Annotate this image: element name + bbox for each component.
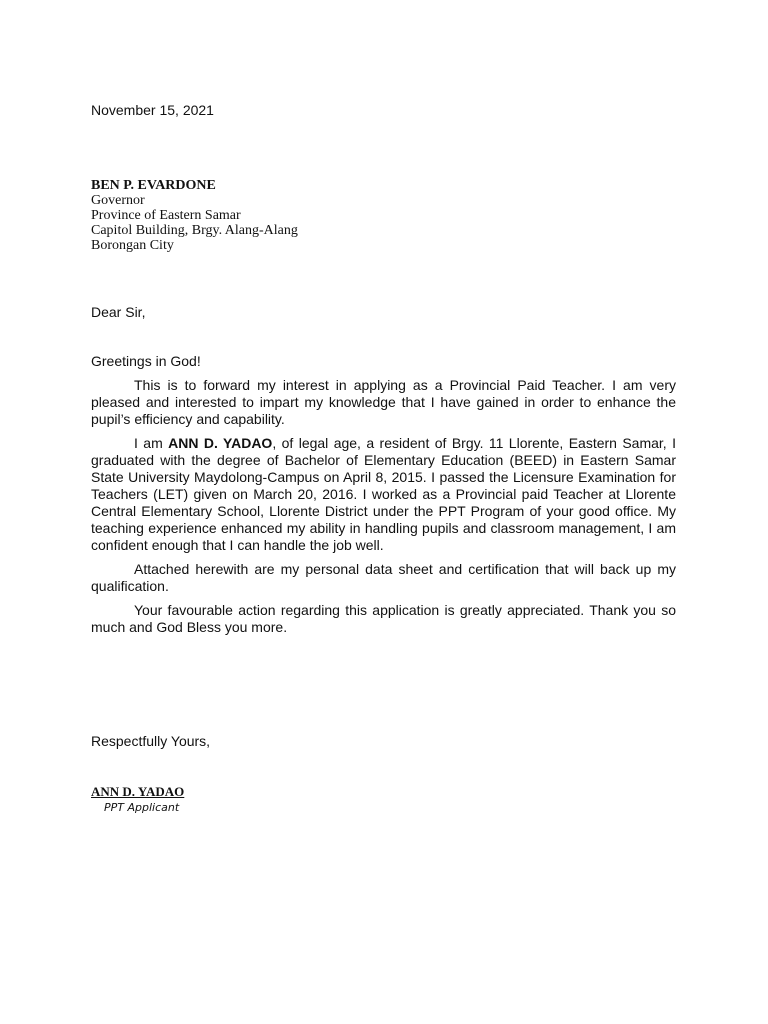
closing: Respectfully Yours,	[91, 733, 211, 749]
paragraph-background-text: , of legal age, a resident of Brgy. 11 Llorente, Eastern Samar, I graduated with the degree of Bachelor of Elementary Education (BEED) in Eastern Samar State University Maydolong-Campus on April 8, 2015. I passed the Licensure Examination for Teachers (LET) given on March 20, 2016. I worked as a Provincial paid Teacher at Llorente Central Elementary School, Llorente District under the PPT Program of your good office. My teaching experience enhanced my ability in handling pupils and classroom management, I am confident enough that I can handle the job well.	[91, 435, 676, 553]
paragraph-interest: This is to forward my interest in applying as a Provincial Paid Teacher. I am very pleased and interested to impart my knowledge that I have gained in order to enhance the pupil’s efficiency and capability.	[91, 377, 676, 427]
applicant-name-inline: ANN D. YADAO	[168, 435, 273, 451]
paragraph-attachments: Attached herewith are my personal data sheet and certification that will back up my qualification.	[91, 561, 676, 594]
letter-body	[91, 353, 676, 643]
paragraph-background	[91, 435, 676, 554]
recipient-office: Province of Eastern Samar	[91, 208, 241, 223]
paragraph-thanks: Your favourable action regarding this application is greatly appreciated. Thank you so much and God Bless you more.	[91, 602, 676, 635]
letter-date: November 15, 2021	[91, 102, 214, 118]
salutation: Dear Sir,	[91, 304, 146, 320]
recipient-title: Governor	[91, 193, 145, 208]
recipient-city: Borongan City	[91, 238, 174, 253]
recipient-block	[91, 178, 298, 253]
greeting: Greetings in God!	[91, 353, 201, 369]
signature-title: PPT Applicant	[104, 801, 180, 814]
paragraph-background-prefix: I am	[134, 435, 169, 451]
recipient-name: BEN P. EVARDONE	[91, 178, 216, 193]
recipient-address: Capitol Building, Brgy. Alang-Alang	[91, 223, 298, 238]
signature-name: ANN D. YADAO	[91, 784, 185, 799]
